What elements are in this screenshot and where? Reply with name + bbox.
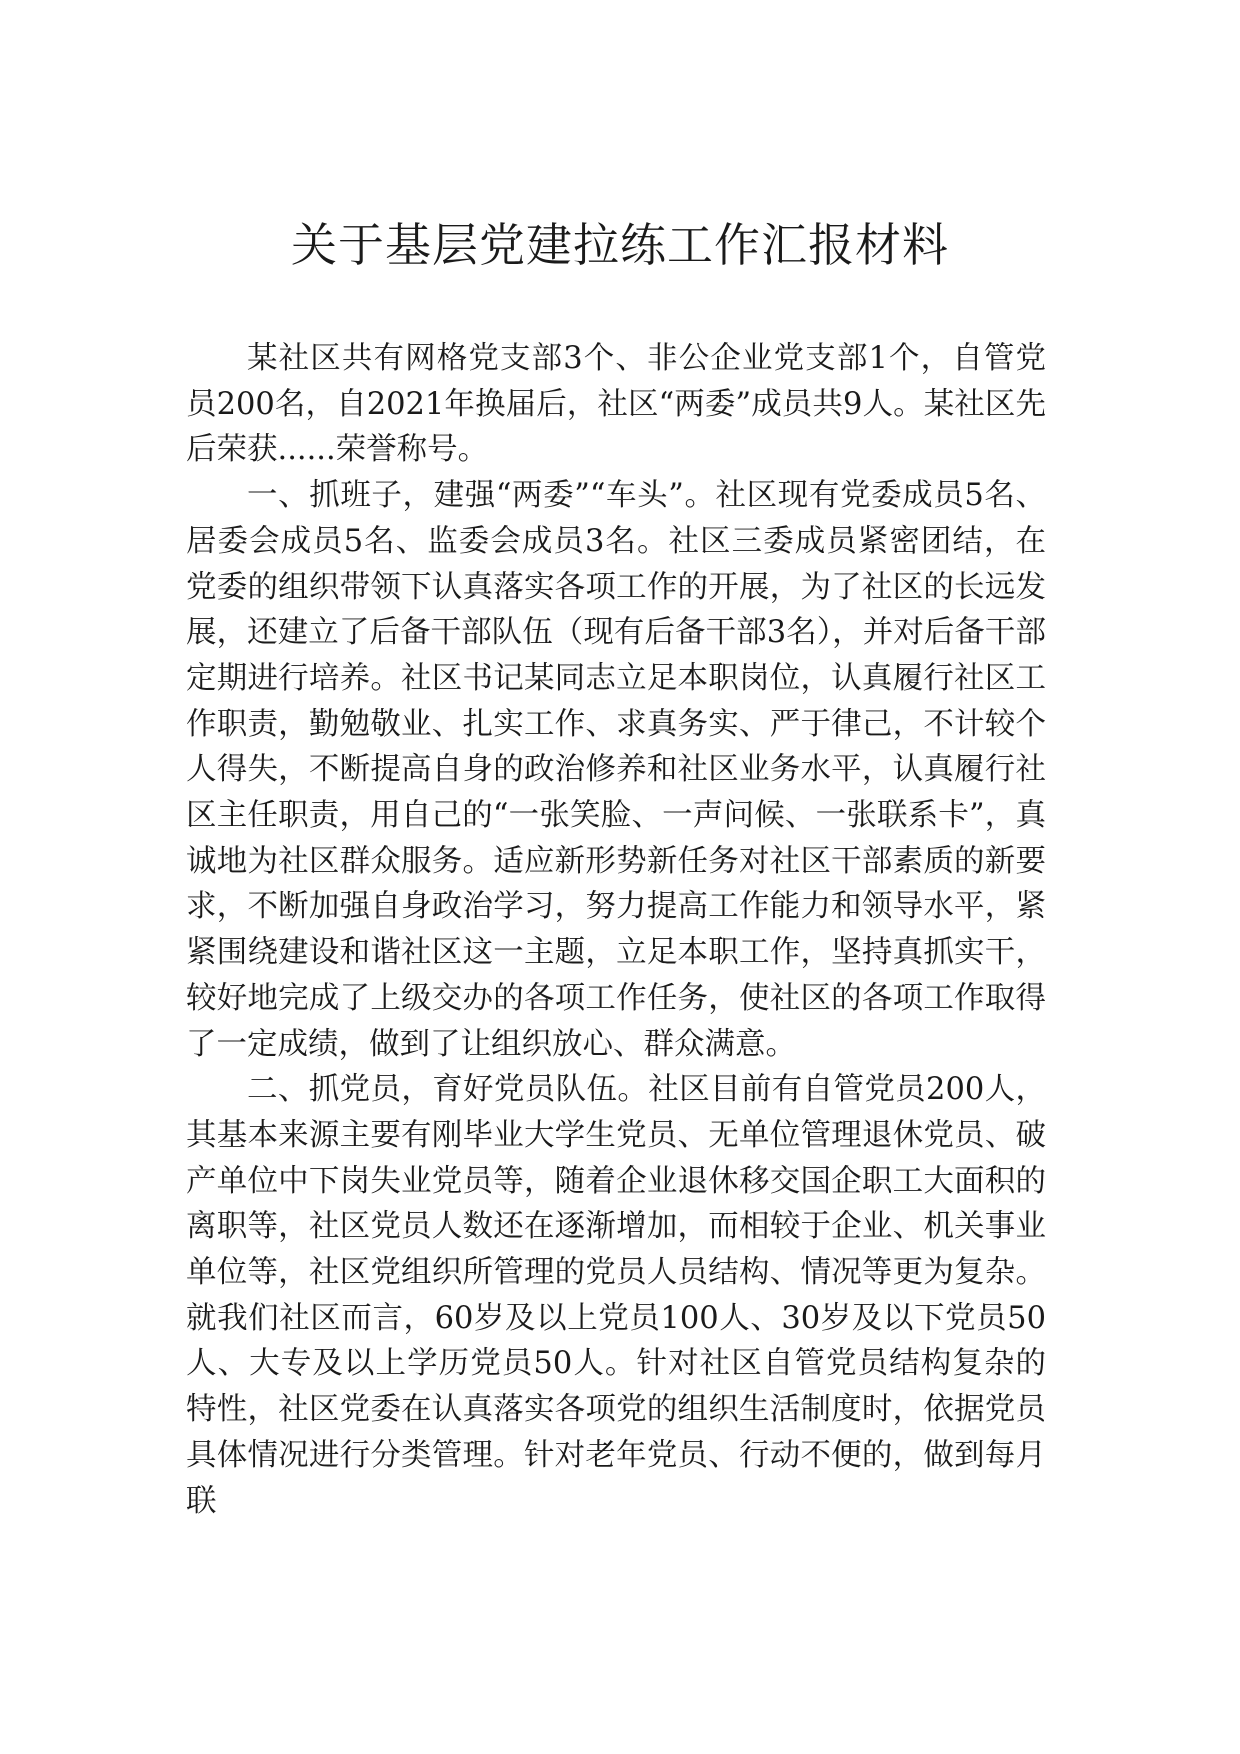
document-title: 关于基层党建拉练工作汇报材料 [291,218,949,272]
section-two-paragraph: 二、抓党员，育好党员队伍。社区目前有自管党员200人，其基本来源主要有刚毕业大学生党员、无单位管理退休党员、破产单位中下岗失业党员等，随着企业退休移交国企职工大面积的离职等，社区党员人数还在逐渐增加，而相较于企业、机关事业单位等，社区党组织所管理的党员人员结构、情况等更为复杂。就我们社区而言，60岁及以上党员100人、30岁及以下党员50人、大专及以上学历党员50人。针对社区自管党员结构复杂的特性，社区党委在认真落实各项党的组织生活制度时，依据党员具体情况进行分类管理。针对老年党员、行动不便的，做到每月联 [186,1072,1046,1519]
section-one-paragraph: 一、抓班子，建强“两委”“车头”。社区现有党委成员5名、居委会成员5名、监委会成员3名。社区三委成员紧密团结，在党委的组织带领下认真落实各项工作的开展，为了社区的长远发展，还建立了后备干部队伍（现有后备干部3名），并对后备干部定期进行培养。社区书记某同志立足本职岗位，认真履行社区工作职责，勤勉敬业、扎实工作、求真务实、严于律己，不计较个人得失，不断提高自身的政治修养和社区业务水平，认真履行社区主任职责，用自己的“一张笑脸、一声问候、一张联系卡”，真诚地为社区群众服务。适应新形势新任务对社区干部素质的新要求，不断加强自身政治学习，努力提高工作能力和领导水平，紧紧围绕建设和谐社区这一主题，立足本职工作，坚持真抓实干，较好地完成了上级交办的各项工作任务，使社区的各项工作取得了一定成绩，做到了让组织放心、群众满意。 [186,478,1046,1062]
document-body [186,336,1046,1524]
intro-paragraph: 某社区共有网格党支部3个、非公企业党支部1个，自管党员200名，自2021年换届后，社区“两委”成员共9人。某社区先后荣获......荣誉称号。 [186,341,1046,468]
